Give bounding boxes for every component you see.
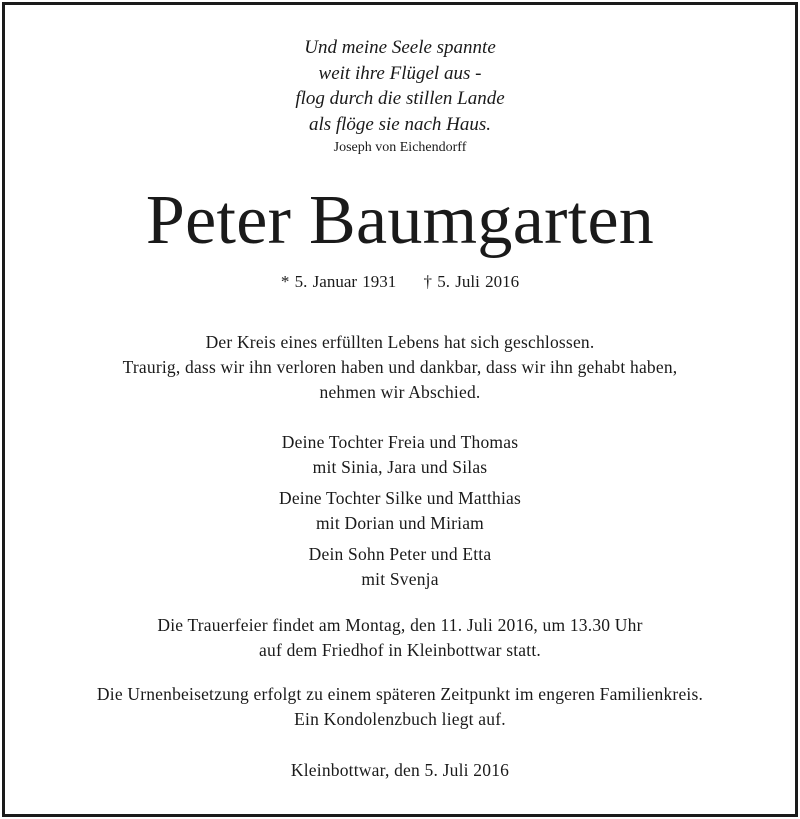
family-line: mit Svenja [361,569,439,589]
deceased-name: Peter Baumgarten [145,182,655,259]
urn-line: Ein Kondolenzbuch liegt auf. [294,709,506,729]
life-dates [0,271,800,293]
farewell-line: Traurig, dass wir ihn verloren haben und dankbar, dass wir ihn gehabt haben, [122,357,678,377]
family-group [0,486,800,536]
family-line: mit Dorian und Miriam [316,513,484,533]
funeral-line: auf dem Friedhof in Kleinbottwar statt. [259,640,541,660]
poem-author: Joseph von Eichendorff [333,140,467,155]
farewell-text [0,330,800,405]
poem-line: flog durch die stillen Lande [295,88,505,109]
death-date: † 5. Juli 2016 [423,272,520,291]
family-group [0,542,800,592]
poem-line: weit ihre Flügel aus - [318,62,482,84]
funeral-notice [0,613,800,663]
place-date: Kleinbottwar, den 5. Juli 2016 [290,760,510,780]
family-line: Deine Tochter Freia und Thomas [281,432,519,452]
family-line: Deine Tochter Silke und Matthias [278,488,522,508]
family-line: Dein Sohn Peter und Etta [308,544,492,564]
poem-line: Und meine Seele spannte [304,37,496,58]
poem-line: als flöge sie nach Haus. [308,113,492,135]
poem [0,35,800,137]
urn-line: Die Urnenbeisetzung erfolgt zu einem späteren Zeitpunkt im engeren Familienkreis. [96,684,704,704]
urn-notice [0,682,800,732]
farewell-line: Der Kreis eines erfüllten Lebens hat sich geschlossen. [205,332,595,352]
family-line: mit Sinia, Jara und Silas [312,457,488,477]
farewell-line: nehmen wir Abschied. [319,382,481,402]
funeral-line: Die Trauerfeier findet am Montag, den 11. Juli 2016, um 13.30 Uhr [157,615,643,635]
birth-date: * 5. Januar 1931 [280,272,397,291]
family-group [0,430,800,480]
